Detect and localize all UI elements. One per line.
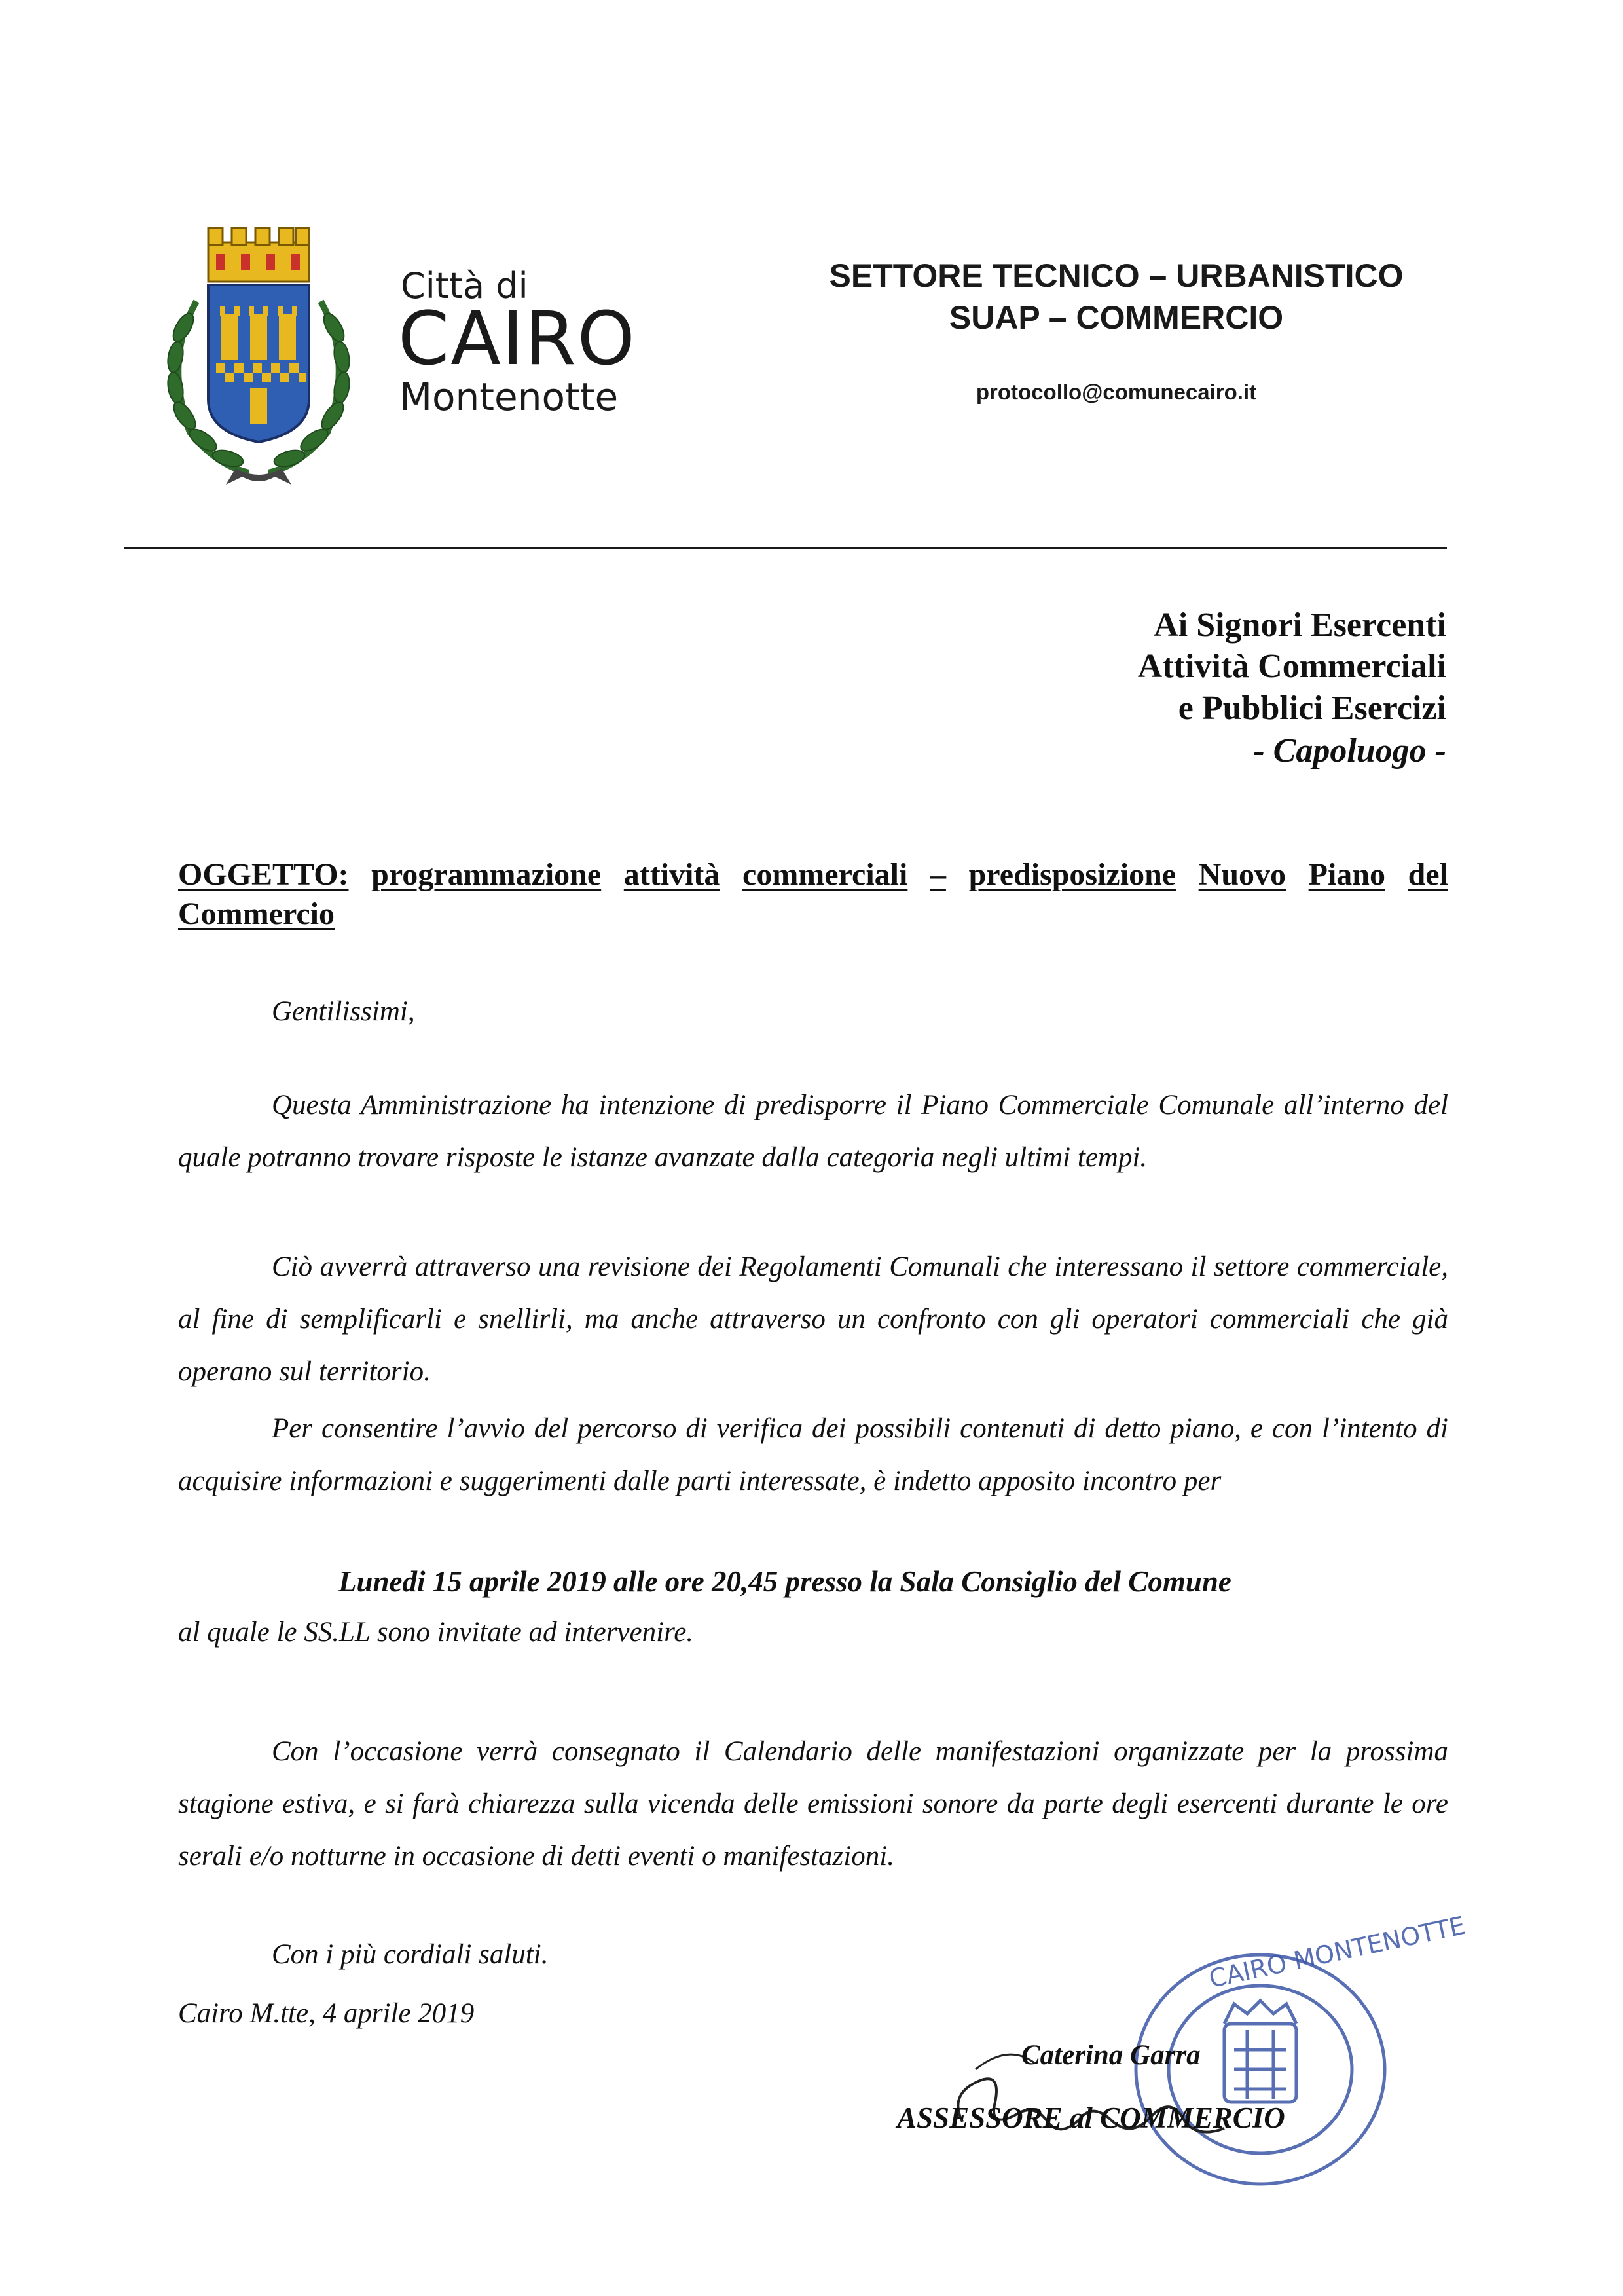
closing-salutation: Con i più cordiali saluti. — [272, 1939, 549, 1970]
signatory-name: Caterina Garra — [1021, 2040, 1201, 2071]
subject-line-2: Commercio — [178, 897, 335, 931]
subject-line-1 — [178, 855, 1448, 895]
office-subtitle: SUAP – COMMERCIO — [949, 299, 1284, 336]
meeting-text: Lunedi 15 aprile 2019 alle ore 20,45 presso la Sala Consiglio del Comune — [338, 1565, 1231, 1598]
city-name: CAIRO — [398, 297, 636, 382]
subject-block — [178, 855, 1448, 934]
greeting: Gentilissimi, — [272, 996, 415, 1027]
contact-email: protocollo@comunecairo.it — [976, 380, 1257, 404]
meeting-details — [178, 1565, 1448, 1599]
addressee-line-1: Ai Signori Esercenti — [1154, 606, 1446, 644]
addressee-line-4: - Capoluogo - — [1253, 732, 1446, 769]
subject-word: commerciali — [742, 857, 908, 892]
city-suffix: Montenotte — [399, 375, 619, 419]
body-paragraph-4: Con l’occasione verrà consegnato il Calendario delle manifestazioni organizzate per la prossima stagione estiva, e si farà chiarezza sulla vicenda delle emissioni sonore da parte degli esercenti durante le ore serali e/o notturne in occasione di detti eventi o manifestazioni. — [178, 1736, 1448, 1872]
svg-text:CAIRO MONTENOTTE: CAIRO MONTENOTTE — [1206, 1910, 1468, 1993]
shield-icon — [208, 285, 309, 442]
addressee-line-2: Attività Commerciali — [1137, 648, 1446, 685]
invite-line: al quale le SS.LL sono invitate ad intervenire. — [178, 1617, 694, 1648]
body-paragraph-2: Ciò avverrà attraverso una revisione dei Regolamenti Comunali che interessano il settore commerciale, al fine di semplificarli e snellirli, ma anche attraverso un confronto con gli operatori commerciali che già operano sul territorio. — [178, 1251, 1448, 1387]
addressee-line-3: e Pubblici Esercizi — [1178, 690, 1446, 727]
body-paragraph-1: Questa Amministrazione ha intenzione di predisporre il Piano Commerciale Comunale all’interno del quale potranno trovare risposte le istanze avanzate dalla categoria negli ultimi tempi. — [178, 1090, 1448, 1173]
mural-crown-icon — [208, 228, 309, 282]
subject-word: programmazione — [371, 857, 602, 892]
subject-word: Nuovo — [1198, 857, 1286, 892]
body-paragraph-3: Per consentire l’avvio del percorso di verifica dei possibili contenuti di detto piano, e con l’intento di acquisire informazioni e suggerimenti dalle parti interessate, è indetto apposito incontro per — [178, 1413, 1448, 1496]
subject-word: – — [930, 857, 946, 892]
subject-word: Piano — [1308, 857, 1385, 892]
ribbon-icon — [226, 468, 291, 485]
subject-word: attività — [623, 857, 720, 892]
office-title: SETTORE TECNICO – URBANISTICO — [829, 257, 1404, 294]
city-crest-logo — [151, 216, 367, 491]
header-divider — [124, 547, 1447, 549]
subject-word: del — [1408, 857, 1448, 892]
subject-label: OGGETTO: — [178, 857, 349, 892]
signatory-role: ASSESSORE al COMMERCIO — [897, 2102, 1285, 2134]
place-and-date: Cairo M.tte, 4 aprile 2019 — [178, 1998, 475, 2029]
subject-word: predisposizione — [968, 857, 1176, 892]
city-prefix: Città di — [401, 265, 528, 306]
